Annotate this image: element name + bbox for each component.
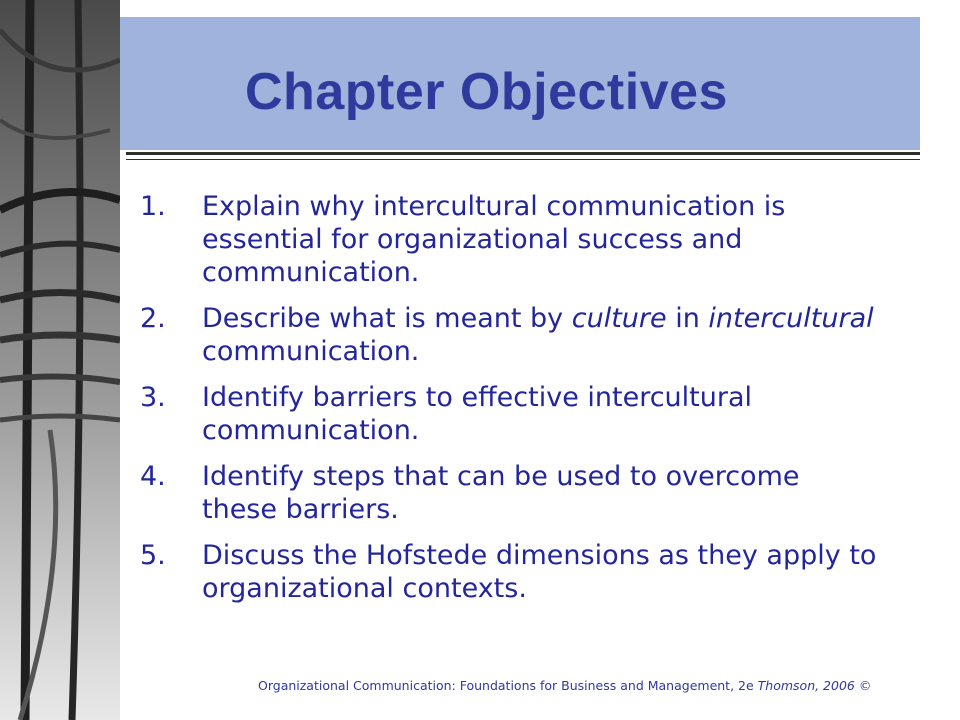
footer-copyright-symbol: © <box>854 678 872 693</box>
slide-title: Chapter Objectives <box>245 63 728 121</box>
objective-text <box>202 302 880 368</box>
slide-footer <box>258 678 871 693</box>
objective-number: 2. <box>140 303 166 334</box>
objective-emphasis: culture <box>571 303 667 334</box>
title-divider-thick <box>126 152 920 155</box>
objective-segment: Discuss the Hofstede dimensions as they apply to organizational contexts. <box>202 540 877 604</box>
objective-text <box>202 190 880 289</box>
abstract-lines-art <box>0 0 120 720</box>
objective-number: 4. <box>140 461 166 492</box>
objective-segment: Identify steps that can be used to overcome these barriers. <box>202 461 800 525</box>
objective-segment: communication. <box>202 336 420 367</box>
footer-publisher: Thomson, 2006 <box>753 678 855 693</box>
objective-number: 3. <box>140 382 166 413</box>
objective-text <box>202 460 880 526</box>
objective-text <box>202 539 880 605</box>
objective-segment: Describe what is meant by <box>202 303 572 334</box>
objective-emphasis: intercultural <box>708 303 874 334</box>
objectives-list <box>140 190 880 618</box>
objective-segment: in <box>666 303 709 334</box>
objective-segment: Explain why intercultural communication is essential for organizational success and communication. <box>202 191 786 288</box>
title-divider-thin <box>126 159 920 160</box>
objective-item <box>140 539 880 605</box>
objective-item <box>140 302 880 368</box>
objective-item <box>140 460 880 526</box>
objective-segment: Identify barriers to effective intercultural communication. <box>202 382 753 446</box>
objective-number: 5. <box>140 540 166 571</box>
objective-item <box>140 381 880 447</box>
objective-number: 1. <box>140 191 166 222</box>
objective-item <box>140 190 880 289</box>
footer-citation: Organizational Communication: Foundations for Business and Management, 2e <box>258 678 754 693</box>
objective-text <box>202 381 880 447</box>
decorative-side-image <box>0 0 120 720</box>
